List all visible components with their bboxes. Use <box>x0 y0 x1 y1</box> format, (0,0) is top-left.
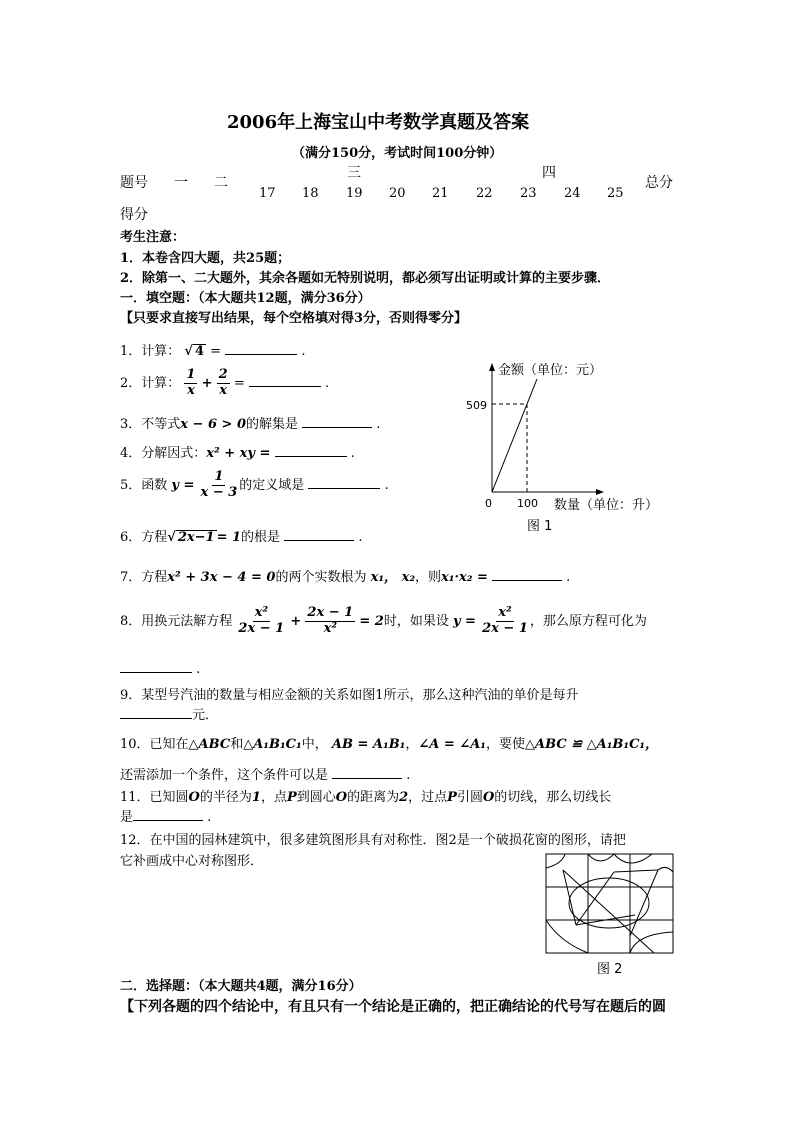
score-col-4: 四 <box>542 165 556 181</box>
q11-p2: P <box>447 790 457 805</box>
score-sub-25: 25 <box>607 186 624 201</box>
q8-prefix: 8．用换元法解方程 <box>120 613 233 629</box>
note-2: 2．除第一、二大题外，其余各题如无特别说明，都必须写出证明或计算的主要步骤． <box>120 271 611 286</box>
q2-plus: + <box>201 375 213 391</box>
q10-eq2: ∠A = ∠A₁ <box>418 737 486 752</box>
q8-answer-blank[interactable] <box>120 660 192 673</box>
q10-congruence: ABC ≌ △A₁B₁C₁， <box>535 737 659 752</box>
q6-answer-blank[interactable] <box>284 528 354 541</box>
fig1-data-line <box>492 379 537 492</box>
q1-prefix: 1．计算： <box>120 344 181 359</box>
question-2: 2．计算： $\frac{1}{x}$ + $\frac{2}{x}$ = . <box>120 367 330 398</box>
question-8 <box>120 606 647 637</box>
q5-prefix: 5．函数 <box>120 477 168 493</box>
score-sub-21: 21 <box>432 186 449 201</box>
figure-1-graph <box>455 355 685 535</box>
score-sub-20: 20 <box>389 186 406 201</box>
fig1-y-value: 509 <box>466 399 487 412</box>
q2-frac-1: $\frac{1}{x}$ <box>186 367 196 398</box>
section1-heading: 一．填空题：（本大题共12题，满分36分） <box>120 291 371 306</box>
q8-suffix: ，那么原方程可化为 <box>529 613 647 629</box>
q8-mid: 时，如果设 <box>383 613 449 629</box>
score-col-3: 三 <box>347 165 361 181</box>
q6-prefix: 6．方程 <box>120 530 168 545</box>
note-1: 1．本卷含四大题，共25题； <box>120 251 291 266</box>
q8-frac-3: $\frac{\text{x²}}{2x - 1}$ <box>482 605 528 636</box>
question-11-line1 <box>120 786 611 805</box>
q5-y-eq: y = <box>171 477 195 493</box>
q1-equals: = <box>210 344 222 359</box>
score-col-2: 二 <box>214 175 228 191</box>
q11-p: P <box>286 790 297 805</box>
section2-heading: 二．选择题：（本大题共4题，满分16分） <box>120 979 362 994</box>
q10-abc: ABC <box>198 737 231 752</box>
q7-equation: x² + 3x − 4 = 0 <box>167 570 276 585</box>
q11-r: 1 <box>251 790 261 805</box>
q6-radical: √ 2x−1 <box>167 530 215 545</box>
q10-tail: ，要使△ <box>486 737 535 752</box>
q1-radical: √ 4 <box>184 344 205 359</box>
question-10-line2: 还需添加一个条件，这个条件可以是 . <box>120 768 411 783</box>
score-row-label: 题号 <box>120 175 148 191</box>
q10-eq1: AB = A₁B₁ <box>331 737 406 752</box>
q10-comma: ， <box>405 737 419 752</box>
q3-prefix: 3．不等式 <box>120 417 181 432</box>
q4-expression: x² + xy = <box>206 446 271 461</box>
q10-a1b1c1: A₁B₁C₁ <box>253 737 302 752</box>
q11-o2: O <box>335 790 348 805</box>
score-col-1: 一 <box>174 175 188 191</box>
fig1-y-arrow <box>489 363 495 371</box>
page-subtitle: （满分150分，考试时间100分钟） <box>292 146 503 161</box>
page-title: 2006年上海宝山中考数学真题及答案 <box>227 112 530 133</box>
q11-d: 2 <box>399 790 409 805</box>
q3-answer-blank[interactable] <box>302 415 372 428</box>
q10-prefix: 10．已知在△ <box>120 737 199 752</box>
question-12-line1: 12．在中国的园林建筑中，很多建筑图形具有对称性．图2是一个破损花窗的图形，请把 <box>120 833 626 848</box>
q5-answer-blank[interactable] <box>308 476 380 489</box>
q11-o3: O <box>482 790 495 805</box>
question-7: 7．方程x² + 3x − 4 = 0的两个实数根为 x₁， x₂，则x₁·x₂ = . <box>120 570 571 585</box>
q7-mid: 的两个实数根为 <box>275 570 367 585</box>
fig2-frame <box>546 854 673 953</box>
q8-y-eq: y = <box>452 613 476 629</box>
q10-and: 和△ <box>230 737 254 752</box>
q5-suffix: 的定义域是 <box>239 477 305 493</box>
score-total: 总分 <box>645 175 673 191</box>
q7-product: x₁·x₂ = <box>441 570 488 585</box>
q10-cond1: 中， <box>301 737 328 752</box>
q7-answer-blank[interactable] <box>492 568 562 581</box>
q11-line2-text: 是 <box>120 810 134 825</box>
question-12-line2: 它补画成中心对称图形． <box>120 854 264 869</box>
q2-prefix: 2．计算： <box>120 375 181 391</box>
q11-t2: 的半径为 <box>199 790 252 805</box>
q1-radicand: 4 <box>194 344 205 359</box>
q11-t4: 到圆心 <box>296 790 336 805</box>
q2-equals: = <box>233 375 245 391</box>
q5-frac: $\frac{1}{x - 3}$ <box>200 469 238 500</box>
q7-roots: x₁， x₂ <box>370 570 416 585</box>
fig1-ylabel: 金额（单位：元） <box>498 363 603 378</box>
q1-answer-blank[interactable] <box>225 342 297 355</box>
q2-frac-2: $\frac{2}{x}$ <box>218 367 228 398</box>
q7-prefix: 7．方程 <box>120 570 168 585</box>
section2-instruction: 【下列各题的四个结论中，有且只有一个结论是正确的，把正确结论的代号写在题后的圆 <box>120 999 666 1015</box>
notes-heading: 考生注意： <box>120 230 186 245</box>
score-sub-19: 19 <box>346 186 363 201</box>
q11-t6: ，过点 <box>408 790 448 805</box>
fig1-x-value: 100 <box>517 497 538 510</box>
q8-answer-line: . <box>120 660 200 677</box>
question-6: 6．方程√ 2x−1 = 1的根是 . <box>120 530 363 545</box>
q8-plus: + <box>290 613 302 629</box>
q2-answer-blank[interactable] <box>249 374 321 387</box>
q6-suffix: 的根是 <box>241 530 281 545</box>
score-row2-label: 得分 <box>120 207 148 223</box>
q10-line2-text: 还需添加一个条件，这个条件可以是 <box>120 768 329 783</box>
fig1-caption: 图 1 <box>527 519 553 534</box>
q11-t5: 的距离为 <box>347 790 400 805</box>
fig1-origin: 0 <box>485 497 492 510</box>
question-11-line2: 是 . <box>120 810 212 825</box>
q8-equals-2: = 2 <box>359 613 384 629</box>
score-sub-17: 17 <box>259 186 276 201</box>
q10-answer-blank[interactable] <box>332 766 402 779</box>
q11-t1: 11．已知圆 <box>120 790 189 805</box>
fig2-caption: 图 2 <box>597 962 623 977</box>
q9-answer-blank[interactable] <box>120 706 192 719</box>
question-3: 3．不等式x − 6 > 0的解集是 . <box>120 417 381 432</box>
q11-t3: ，点 <box>260 790 287 805</box>
q8-frac-2: $\frac{2x - 1}{\text{x²}}$ <box>307 605 354 636</box>
score-sub-18: 18 <box>302 186 319 201</box>
q6-equals: = 1 <box>216 530 242 545</box>
q11-answer-blank[interactable] <box>133 808 203 821</box>
q11-o: O <box>188 790 200 805</box>
section1-instruction: 【只要求直接写出结果，每个空格填对得3分，否则得零分】 <box>120 311 468 326</box>
q4-answer-blank[interactable] <box>275 444 347 457</box>
q4-prefix: 4．分解因式： <box>120 446 207 461</box>
question-9-line1: 9．某型号汽油的数量与相应金额的关系如图1所示，那么这种汽油的单价是每升 <box>120 688 579 703</box>
q8-frac-1: $\frac{\text{x²}}{2x - 1}$ <box>238 605 285 636</box>
q7-then: ，则 <box>415 570 442 585</box>
question-1: 1．计算： √ 4 = . <box>120 344 306 359</box>
score-sub-24: 24 <box>564 186 581 201</box>
question-9-line2 <box>120 704 218 723</box>
score-sub-23: 23 <box>520 186 537 201</box>
fig1-xlabel: 数量（单位：升） <box>554 498 659 513</box>
question-4: 4．分解因式：x² + xy = . <box>120 446 355 461</box>
q11-t7: 引圆 <box>456 790 483 805</box>
q3-suffix: 的解集是 <box>246 417 299 432</box>
q9-suffix: 元． <box>192 708 219 723</box>
q11-t8: 的切线，那么切线长 <box>494 790 612 805</box>
score-sub-22: 22 <box>476 186 493 201</box>
fig1-x-arrow <box>596 489 604 495</box>
figure-2-window <box>540 850 680 980</box>
question-10-line1 <box>120 733 658 752</box>
q3-inequality: x − 6 > 0 <box>180 417 247 432</box>
question-5: 5．函数 y = $\frac{1}{x - 3}$ 的定义域是 . <box>120 469 389 500</box>
